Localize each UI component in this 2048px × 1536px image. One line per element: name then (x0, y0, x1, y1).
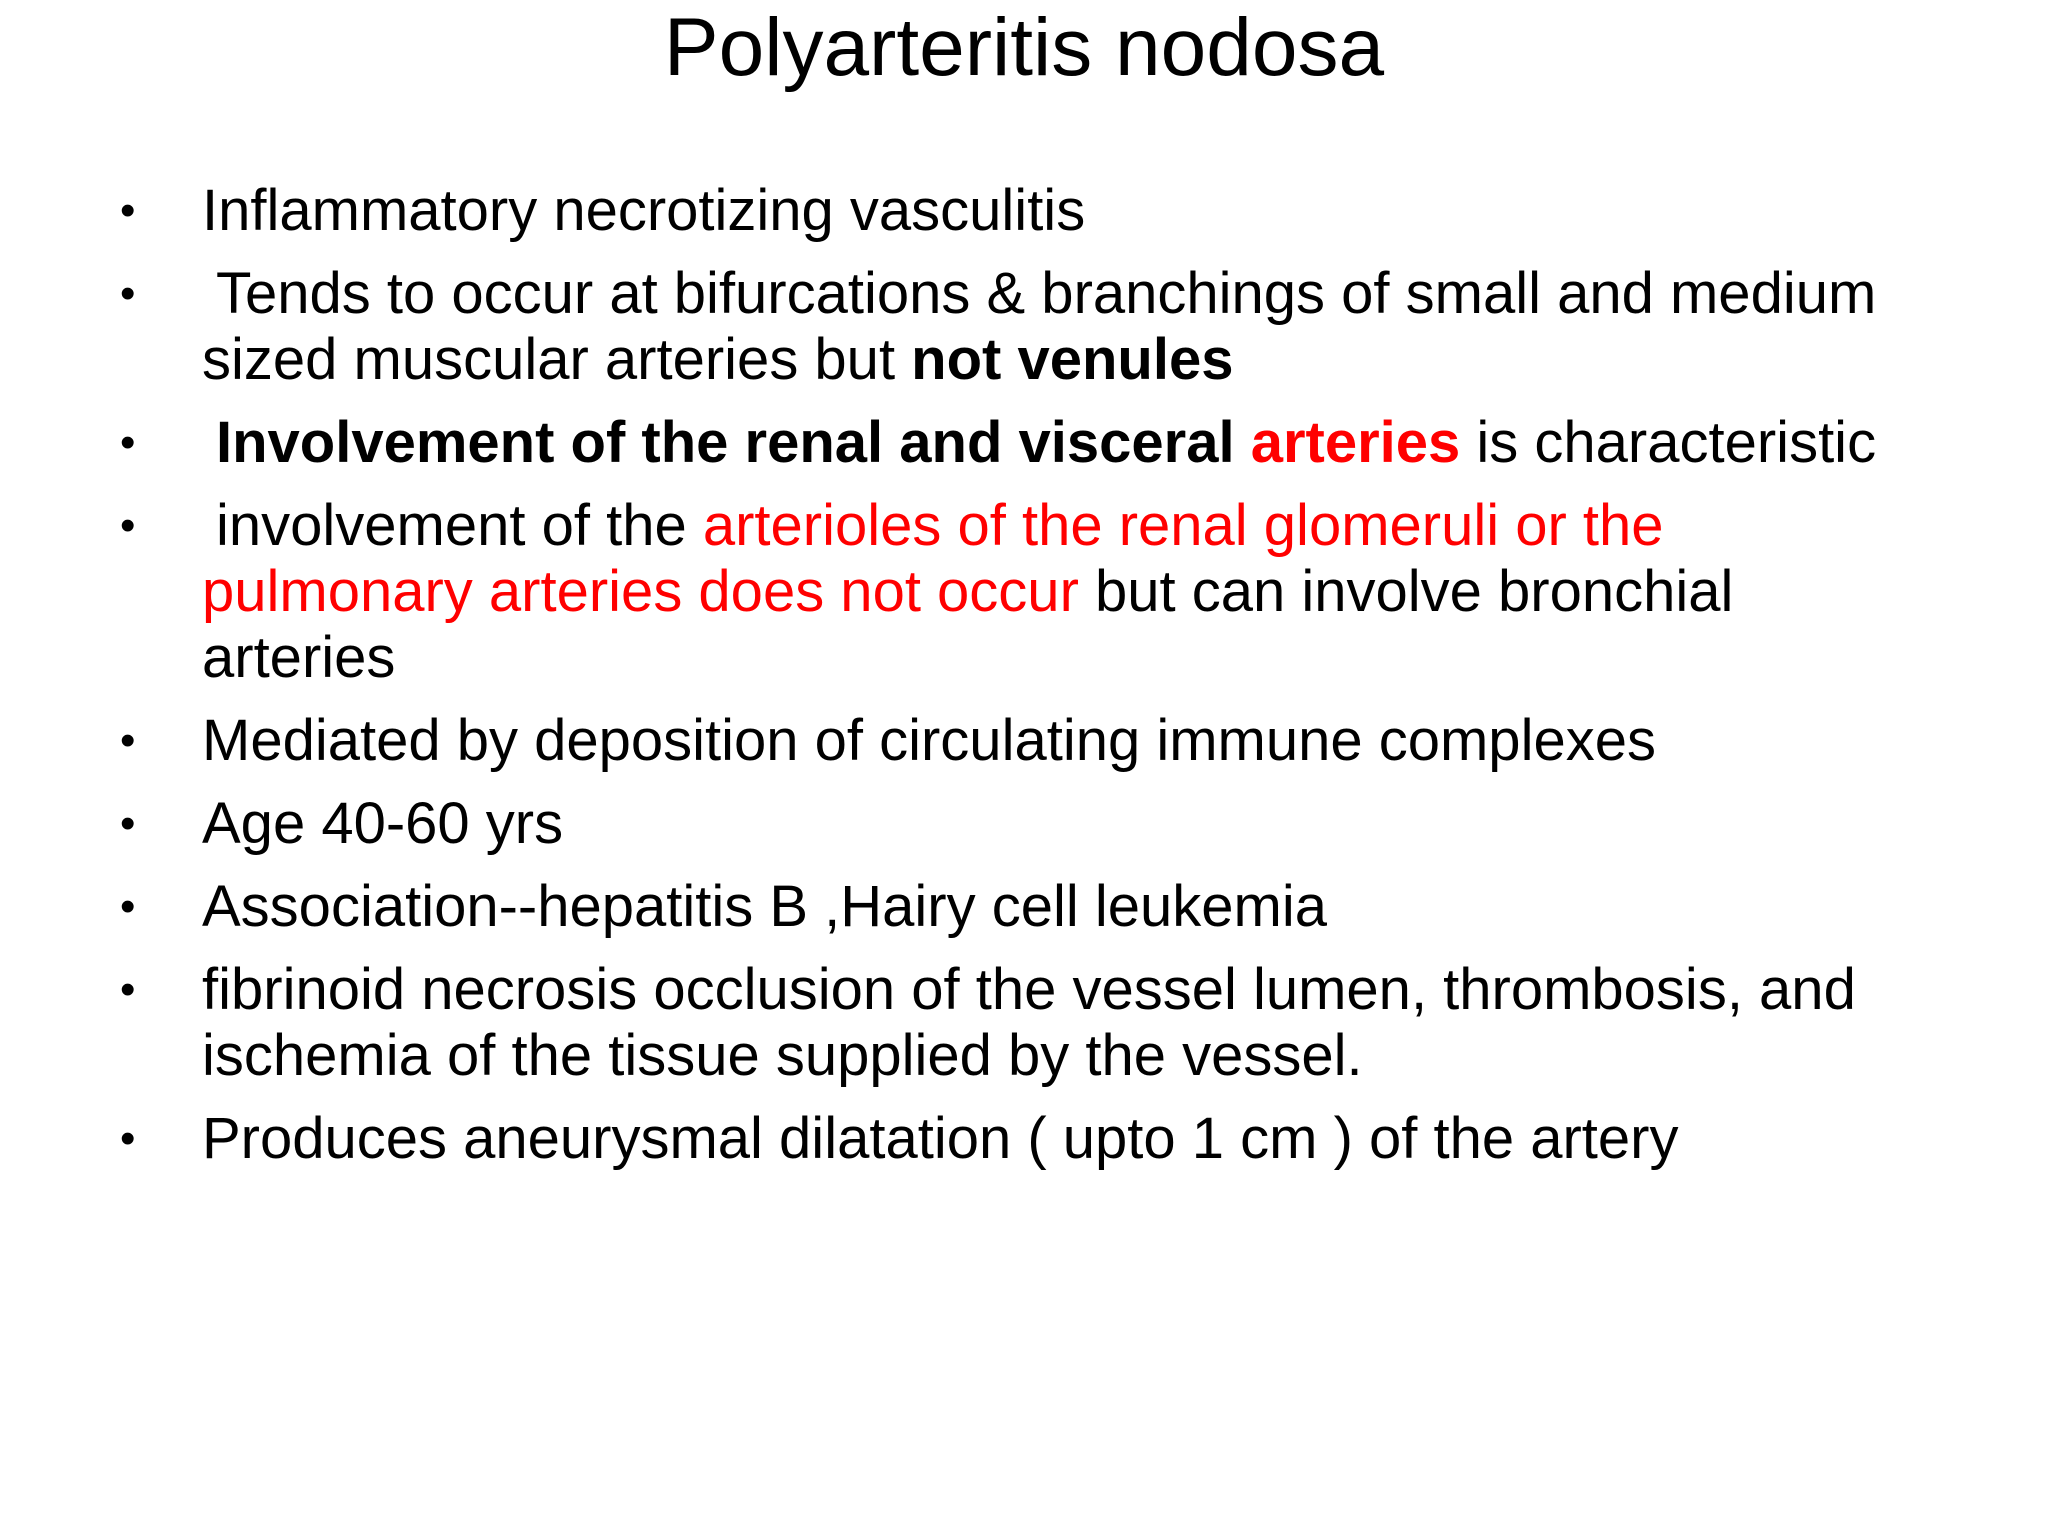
bullet-text: involvement of the (216, 493, 703, 558)
bullet-text: Inflammatory necrotizing vasculitis (202, 178, 1086, 243)
bullet-icon: • (120, 799, 136, 848)
bullet-icon: • (120, 716, 136, 765)
bullet-item (120, 874, 1900, 940)
bullet-item (120, 261, 1900, 393)
bullet-item (120, 791, 1900, 857)
bullet-text-emphasis: not venules (911, 327, 1234, 392)
bullet-item (120, 957, 1900, 1089)
bullet-item (120, 493, 1900, 691)
bullet-icon: • (120, 882, 136, 931)
bullet-text: Age 40-60 yrs (202, 791, 564, 856)
bullet-text: Association--hepatitis B ,Hairy cell leukemia (202, 874, 1327, 939)
bullet-icon: • (120, 501, 136, 550)
bullet-text-highlight: arterioles of the renal glomeruli or the pulmonary arteries does not occur (202, 493, 1664, 624)
bullet-text: but can involve bronchial arteries (202, 559, 1734, 690)
bullet-text: Produces aneurysmal dilatation ( upto 1 cm ) of the artery (202, 1106, 1679, 1171)
bullet-list (120, 178, 1900, 1189)
bullet-text: Mediated by deposition of circulating immune complexes (202, 708, 1656, 773)
bullet-item (120, 1106, 1900, 1172)
bullet-icon: • (120, 269, 136, 318)
bullet-item (120, 708, 1900, 774)
bullet-text-emphasis: Involvement of the renal and visceral (216, 410, 1251, 475)
bullet-item (120, 410, 1900, 476)
bullet-item (120, 178, 1900, 244)
bullet-icon: • (120, 186, 136, 235)
bullet-text: Tends to occur at bifurcations & branchings of small and medium sized muscular arteries but (202, 261, 1877, 392)
bullet-text: fibrinoid necrosis occlusion of the vessel lumen, thrombosis, and ischemia of the tissue supplied by the vessel. (202, 957, 1856, 1088)
slide-title: Polyarteritis nodosa (663, 2, 1385, 93)
bullet-icon: • (120, 418, 136, 467)
bullet-icon: • (120, 1114, 136, 1163)
bullet-icon: • (120, 965, 136, 1014)
bullet-text: is characteristic (1460, 410, 1877, 475)
bullet-text-highlight: arteries (1250, 410, 1461, 475)
